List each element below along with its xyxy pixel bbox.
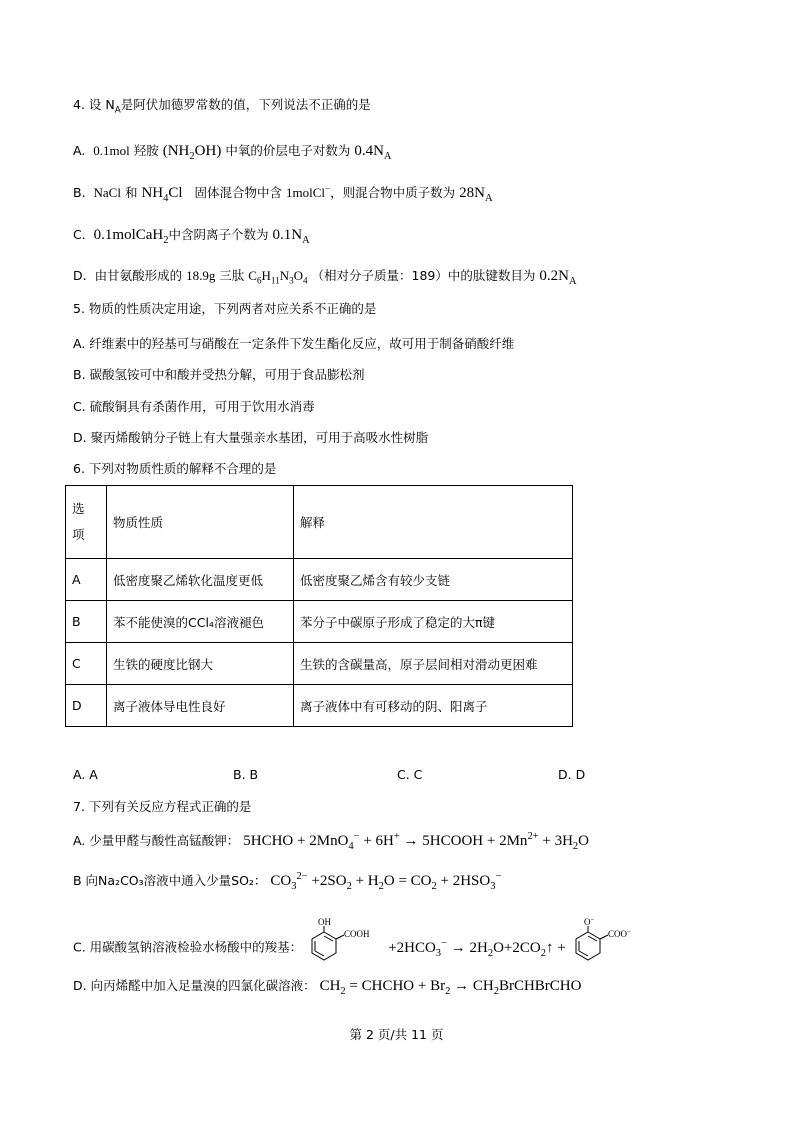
salicylic-acid-structure (306, 918, 384, 962)
table-row: B 苯不能使溴的CCl₄溶液褪色 苯分子中碳原子形成了稳定的大π键 (66, 601, 573, 643)
q5-option-a: A. 纤维素中的羟基可与硝酸在一定条件下发生酯化反应，故可用于制备硝酸纤维 (73, 336, 515, 351)
q7-stem: 7. 下列有关反应方程式正确的是 (73, 799, 252, 814)
page-footer: 第 2 页/共 11 页 (349, 1027, 444, 1042)
table-header-explanation: 解释 (294, 486, 573, 559)
svg-text:COO−: COO− (607, 928, 631, 939)
q5-option-c: C. 硫酸铜具有杀菌作用，可用于饮用水消毒 (73, 399, 315, 414)
svg-text:O−: O− (583, 918, 595, 927)
q4-stem: 4. 设 $N_A$是阿伏加德罗常数的值，下列说法不正确的是 (73, 97, 371, 116)
q7-option-d: D. 向丙烯醛中加入足量溴的四氯化碳溶液： $CH_2$ = CHCHO + $Br_2$ → $CH_2BrCHBrCHO$ (73, 978, 582, 997)
table-header-property: 物质性质 (107, 486, 294, 559)
q6-option-a: A. A (73, 767, 98, 782)
q6-option-b: B. B (233, 767, 259, 782)
q7-option-a: A. 少量甲醛与酸性高锰酸钾： 5HCHO + 2MnO$_4$− + 6H+ → 5HCOOH + $2Mn^{2+} + 3H_2O$ (73, 831, 589, 852)
q4-option-d: D. 由甘氨酸形成的 18.9g 三肽 $C_6H_{11}N_3O_4$ （相对分子质量：189）中的肽键数目为 $0.2N_A$ (73, 268, 577, 287)
q6-option-d: D. D (558, 767, 586, 782)
table-header-option: 选项 (66, 486, 107, 559)
salicylate-structure (570, 918, 642, 962)
q5-option-b: B. 碳酸氢铵可中和酸并受热分解，可用于食品膨松剂 (73, 367, 365, 382)
q6-table (65, 485, 573, 727)
q6-option-c: C. C (397, 767, 423, 782)
table-row: D 离子液体导电性良好 离子液体中有可移动的阴、阳离子 (66, 685, 573, 727)
svg-text:OH: OH (318, 918, 332, 927)
svg-text:COOH: COOH (344, 929, 370, 939)
q7-option-b: B 向Na₂CO₃溶液中通入少量SO₂： $CO_3^{2-} +2SO_2 + H_2O = CO_2 + 2HSO_3^-$ (73, 871, 502, 892)
q5-option-d: D. 聚丙烯酸钠分子链上有大量强亲水基团，可用于高吸水性树脂 (73, 430, 429, 445)
q4-option-b: B. NaCl 和 $NH_4Cl$ 固体混合物中含 1molCl−，则混合物中质子数为 $28N_A$ (73, 183, 493, 204)
q4-option-a: A. 0.1mol 羟胺 $(NH_2OH)$ 中氧的价层电子对数为 $0.4N_A$ (73, 143, 392, 162)
q4-option-c: C. 0.1molCaH$_2$中含阴离子个数为 $0.1N_A$ (73, 227, 310, 246)
table-row: A 低密度聚乙烯软化温度更低 低密度聚乙烯含有较少支链 (66, 559, 573, 601)
q6-stem: 6. 下列对物质性质的解释不合理的是 (73, 461, 277, 476)
q7-option-c: C. 用碳酸氢钠溶液检验水杨酸中的羧基： OH COOH $+2HCO_3^-$ → $2H_2O+2CO_2↑$ + O− COO− (73, 926, 642, 970)
table-row: C 生铁的硬度比钢大 生铁的含碳量高，原子层间相对滑动更困难 (66, 643, 573, 685)
q5-stem: 5. 物质的性质决定用途，下列两者对应关系不正确的是 (73, 301, 377, 316)
